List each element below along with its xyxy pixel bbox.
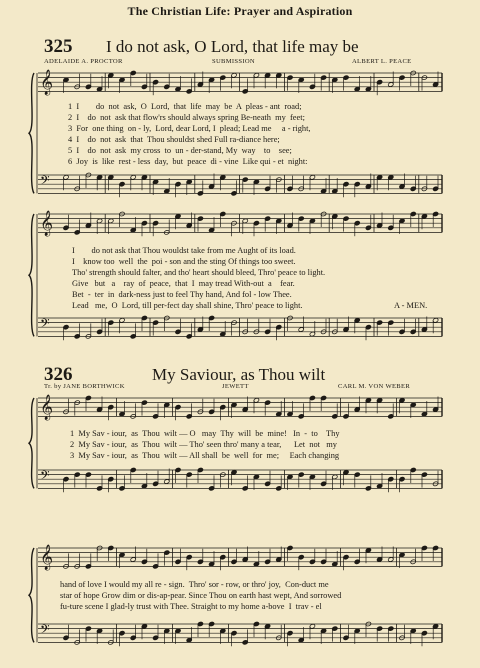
lyric-line: Tho' strength should falter, and tho' heart should bleed, Thro' peace to light. <box>72 268 326 277</box>
lyric-line: fu-ture scene I glad-ly trust with Thee. Straight to my home a-bove I trav - el <box>60 602 322 611</box>
amen-label: A - MEN. <box>394 301 428 310</box>
lyric-line: 1 My Sav - iour, as Thou wilt — O may Thy will be mine! In - to Thy <box>70 429 340 438</box>
lyric-line: Bet - ter in dark-ness just to feel Thy hand, And fol - low Thee. <box>72 290 292 299</box>
treble-clef-icon: 𝄞 <box>40 70 54 95</box>
hymn-composer-325: ALBERT L. PEACE <box>352 58 412 65</box>
lyric-line: 3 My Sav - iour, as Thou wilt — All shall be well for me; Each changing <box>70 451 340 460</box>
hymn-author-325: ADELAIDE A. PROCTOR <box>44 58 123 65</box>
lyric-line: Lead me, O Lord, till per-fect day shall shine, Thro' peace to light. <box>72 301 303 310</box>
lyric-line: Give but a ray of peace, that I may tread With-out a fear. <box>72 279 295 288</box>
lyric-line: 3 For one thing on - ly, Lord, dear Lord, I plead; Lead me a - right, <box>68 124 311 133</box>
bass-clef-icon: 𝄢 <box>40 468 50 486</box>
hymn-number-326: 326 <box>44 364 73 385</box>
treble-clef-icon: 𝄞 <box>40 545 54 570</box>
bass-clef-icon: 𝄢 <box>40 622 50 640</box>
hymn-title-325: I do not ask, O Lord, that life may be <box>106 37 359 56</box>
lyric-line: 2 My Sav - iour, as Thou wilt — Tho' seen thro' many a tear, Let not my <box>70 440 337 449</box>
treble-clef-icon: 𝄞 <box>40 395 54 420</box>
hymn-number-325: 325 <box>44 36 73 57</box>
hymn-composer-326: CARL M. VON WEBER <box>338 383 411 390</box>
lyric-line: 1 I do not ask, O Lord, that life may be A pleas - ant road; <box>68 102 302 111</box>
lyric-line: star of hope Grow dim or dis-ap-pear. Since Thou on earth hast wept, And sorrowed <box>60 591 342 600</box>
hymn-author-326: Tr. by JANE BORTHWICK <box>44 383 125 390</box>
lyric-line: I know too well the poi - son and the sting Of things too sweet. <box>72 257 296 266</box>
hymn-title-326: My Saviour, as Thou wilt <box>152 365 326 384</box>
system-brace <box>29 73 34 193</box>
lyric-line: I do not ask that Thou wouldst take from me Aught of its load. <box>72 246 296 255</box>
lyric-line: 2 I do not ask that flow'rs should always spring Be-neath my feet; <box>68 113 305 122</box>
hymn-tune-326: JEWETT <box>222 383 249 390</box>
bass-clef-icon: 𝄢 <box>40 173 50 191</box>
lyric-line: 6 Joy is like rest - less day, but peace di - vine Like qui - et night: <box>68 157 308 166</box>
system-brace <box>29 398 34 488</box>
hymn-tune-325: SUBMISSION <box>212 58 255 65</box>
lyric-line: 4 I do not ask that Thou shouldst shed Full ra-diance here; <box>68 135 280 144</box>
system-brace <box>29 548 34 642</box>
lyric-line: 5 I do not ask my cross to un - der-stand, My way to see; <box>68 146 292 155</box>
treble-clef-icon: 𝄞 <box>40 211 54 236</box>
bass-clef-icon: 𝄢 <box>40 316 50 334</box>
lyric-line: hand of love I would my all re - sign. Thro' sor - row, or thro' joy, Con-duct me <box>60 580 329 589</box>
system-brace <box>29 214 34 336</box>
running-head: The Christian Life: Prayer and Aspiration <box>127 4 353 18</box>
